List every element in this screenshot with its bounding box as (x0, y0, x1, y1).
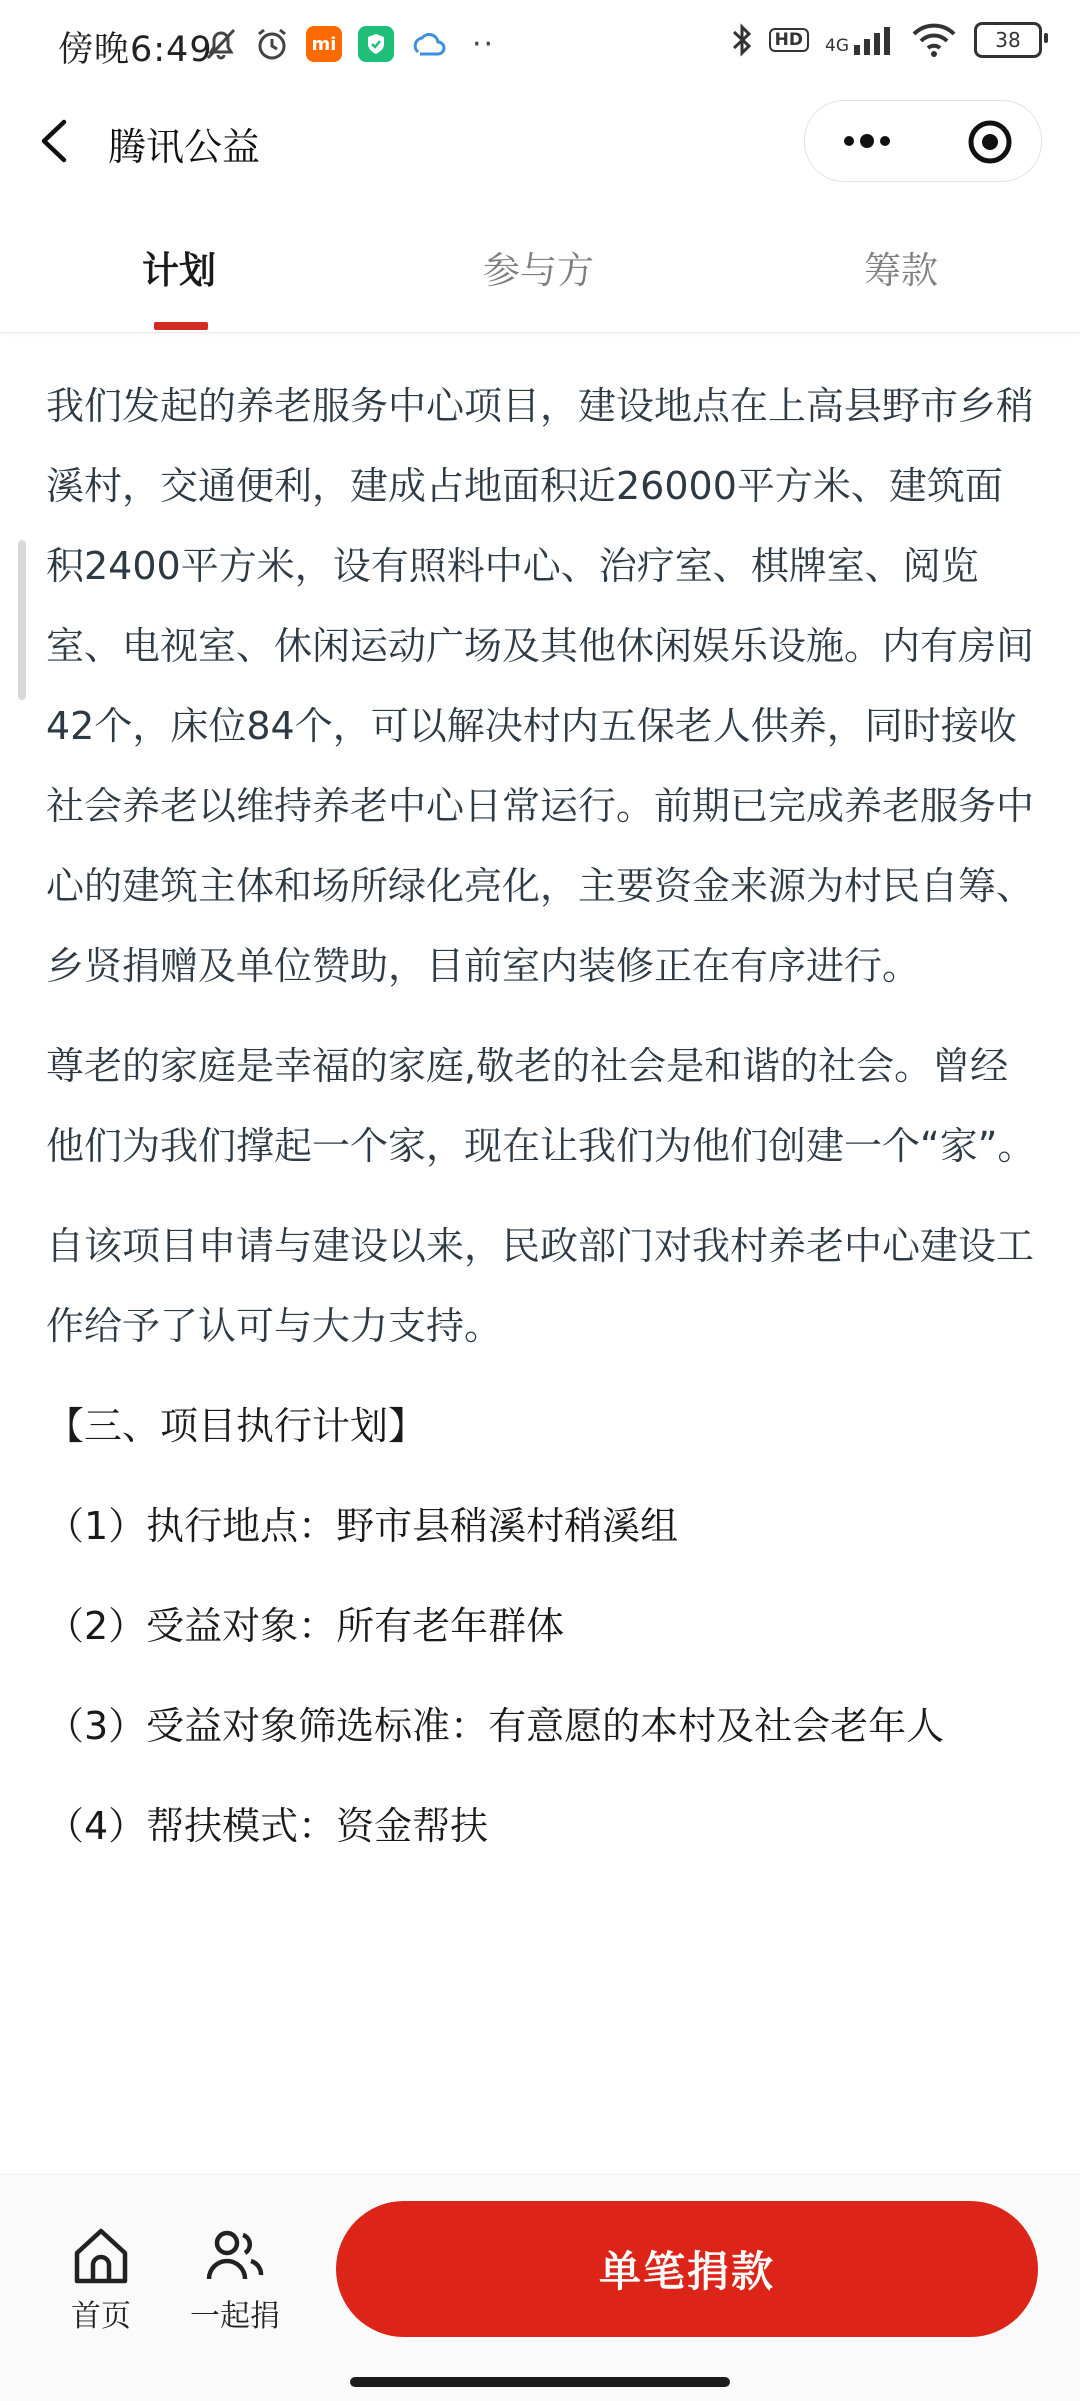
bottom-action-bar (0, 2174, 1080, 2401)
wifi-icon (910, 22, 958, 58)
tab-participants[interactable]: 参与方 (483, 249, 594, 292)
cellular-signal (825, 25, 894, 55)
description-paragraph: 我们发起的养老服务中心项目，建设地点在上高县野市乡稍溪村，交通便利，建成占地面积近26000平方米、建筑面积2400平方米，设有照料中心、治疗室、棋牌室、阅览室、电视室、休闲运动广场及其他休闲娱乐设施。内有房间42个，床位84个，可以解决村内五保老人供养，同时接收社会养老以维持养老中心日常运行。前期已完成养老服务中心的建筑主体和场所绿化亮化，主要资金来源为村民自筹、乡贤捐赠及单位赞助，目前室内装修正在有序进行。 (46, 384, 1035, 988)
muted-bell-icon (204, 26, 238, 62)
section-heading: 【三、项目执行计划】 (46, 1404, 427, 1448)
plan-item: （3）受益对象筛选标准：有意愿的本村及社会老年人 (46, 1704, 945, 1748)
status-notification-icons (204, 26, 495, 62)
plan-item: （2）受益对象：所有老年群体 (46, 1604, 565, 1648)
bluetooth-icon (731, 22, 753, 58)
gesture-home-indicator[interactable] (350, 2377, 730, 2387)
tab-fundraising[interactable]: 筹款 (864, 249, 938, 292)
project-description (46, 366, 1036, 1886)
donate-together-label: 一起捐 (190, 2299, 280, 2334)
more-notifications-icon: ·· (472, 26, 496, 62)
single-donation-label: 单笔捐款 (598, 2247, 775, 2296)
back-arrow-icon[interactable] (30, 114, 80, 168)
mi-app-icon (306, 26, 342, 62)
home-icon (69, 2225, 133, 2285)
status-bar (0, 0, 1080, 96)
active-tab-indicator (154, 322, 208, 330)
battery-level: 38 (995, 28, 1021, 52)
description-paragraph: 尊老的家庭是幸福的家庭,敬老的社会是和谐的社会。曾经他们为我们撑起一个家，现在让我们为他们创建一个“家”。 (46, 1044, 1036, 1168)
network-type: 4G (825, 36, 849, 56)
signal-bars-icon (852, 25, 894, 55)
battery-icon (974, 22, 1042, 58)
tab-bar (0, 200, 1080, 333)
security-app-icon (358, 26, 394, 62)
more-options-icon[interactable] (839, 121, 895, 161)
people-icon (203, 2225, 267, 2285)
cloud-app-icon (410, 26, 446, 62)
plan-item: （1）执行地点：野市县稍溪村稍溪组 (46, 1504, 679, 1548)
status-system-icons (731, 22, 1042, 58)
home-button[interactable] (46, 2225, 156, 2335)
tab-plan[interactable]: 计划 (142, 249, 216, 292)
alarm-clock-icon (254, 26, 290, 62)
status-time: 傍晚6:49 (58, 30, 213, 70)
home-label: 首页 (71, 2299, 131, 2334)
close-miniprogram-icon[interactable] (967, 119, 1013, 165)
hd-badge: HD (769, 28, 809, 52)
navigation-bar (0, 96, 1080, 186)
miniprogram-capsule (804, 100, 1042, 182)
page-title: 腾讯公益 (108, 125, 261, 169)
single-donation-button[interactable] (336, 2201, 1038, 2337)
scrollbar-thumb[interactable] (18, 540, 26, 700)
description-paragraph: 自该项目申请与建设以来，民政部门对我村养老中心建设工作给予了认可与大力支持。 (46, 1224, 1035, 1348)
donate-together-button[interactable] (180, 2225, 290, 2335)
plan-item: （4）帮扶模式：资金帮扶 (46, 1804, 489, 1848)
mi-icon-text: mi (311, 33, 337, 55)
